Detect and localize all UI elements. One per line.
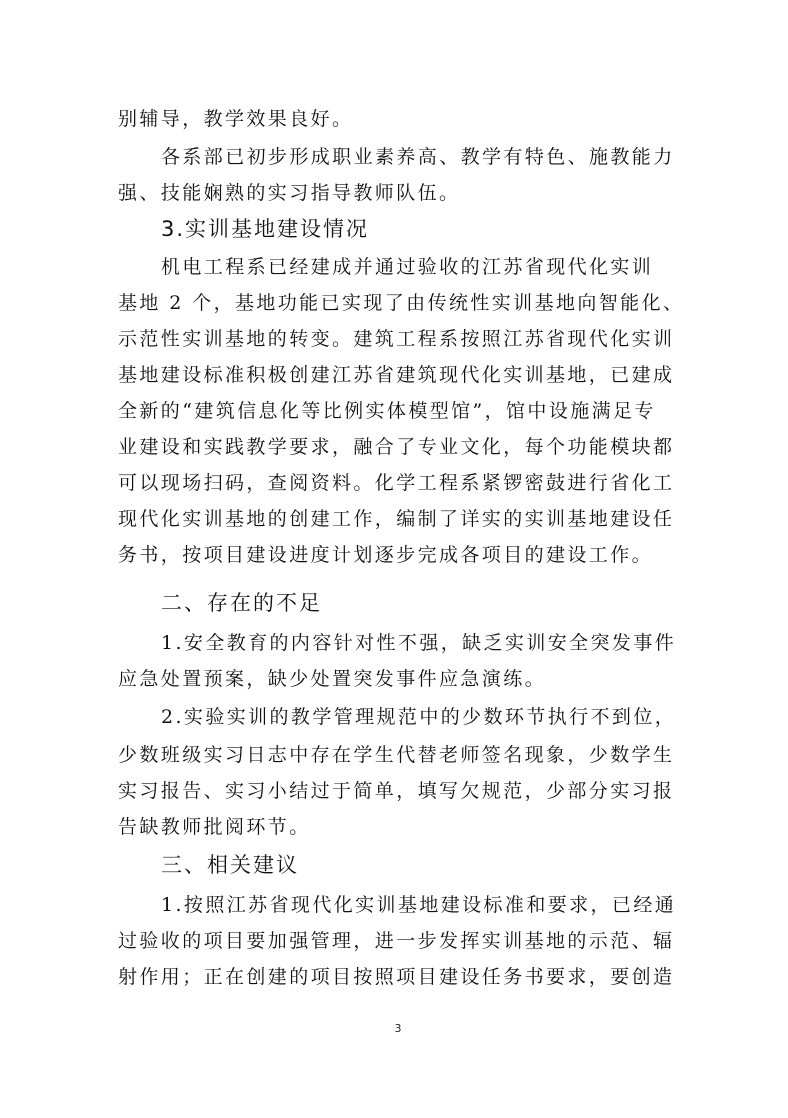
paragraph-line: 1.安全教育的内容针对性不强，缺乏实训安全突发事件 — [161, 632, 677, 654]
paragraph-line: 业建设和实践教学要求，融合了专业文化，每个功能模块都 — [118, 436, 675, 458]
paragraph-line: 现代化实训基地的创建工作，编制了详实的实训基地建设任 — [118, 508, 675, 530]
paragraph-line: 实习报告、实习小结过于简单，填写欠规范，少部分实习报 — [118, 780, 675, 802]
paragraph-line: 应急处置预案，缺少处置突发事件应急演练。 — [118, 668, 547, 690]
paragraph-line: 告缺教师批阅环节。 — [118, 816, 311, 838]
paragraph-line: 示范性实训基地的转变。建筑工程系按照江苏省现代化实训 — [118, 328, 675, 350]
paragraph-line: 2.实验实训的教学管理规范中的少数环节执行不到位， — [161, 706, 677, 728]
paragraph-line: 强、技能娴熟的实习指导教师队伍。 — [118, 182, 461, 204]
paragraph-line: 机电工程系已经建成并通过验收的江苏省现代化实训 — [161, 256, 654, 278]
paragraph-line: 过验收的项目要加强管理，进一步发挥实训基地的示范、辐 — [118, 930, 675, 952]
paragraph-line: 可以现场扫码，查阅资料。化学工程系紧锣密鼓进行省化工 — [118, 472, 675, 494]
page-number: 3 — [394, 1022, 402, 1035]
paragraph-line: 全新的“建筑信息化等比例实体模型馆”，馆中设施满足专 — [118, 400, 656, 422]
section-heading: 三、相关建议 — [161, 853, 299, 877]
paragraph-line: 1.按照江苏省现代化实训基地建设标准和要求，已经通 — [161, 894, 677, 916]
paragraph-line: 各系部已初步形成职业素养高、教学有特色、施教能力 — [161, 146, 675, 168]
section-heading: 3.实训基地建设情况 — [161, 217, 370, 241]
paragraph-line: 务书，按项目建设进度计划逐步完成各项目的建设工作。 — [118, 544, 654, 566]
paragraph-line: 射作用；正在创建的项目按照项目建设任务书要求，要创造 — [118, 966, 675, 988]
paragraph-line: 别辅导，教学效果良好。 — [118, 108, 354, 130]
paragraph-line: 基地建设标准积极创建江苏省建筑现代化实训基地，已建成 — [118, 364, 675, 386]
paragraph-line: 少数班级实习日志中存在学生代替老师签名现象，少数学生 — [118, 744, 675, 766]
section-heading: 二、存在的不足 — [161, 591, 322, 615]
paragraph-line: 基地 2 个，基地功能已实现了由传统性实训基地向智能化、 — [118, 292, 685, 314]
